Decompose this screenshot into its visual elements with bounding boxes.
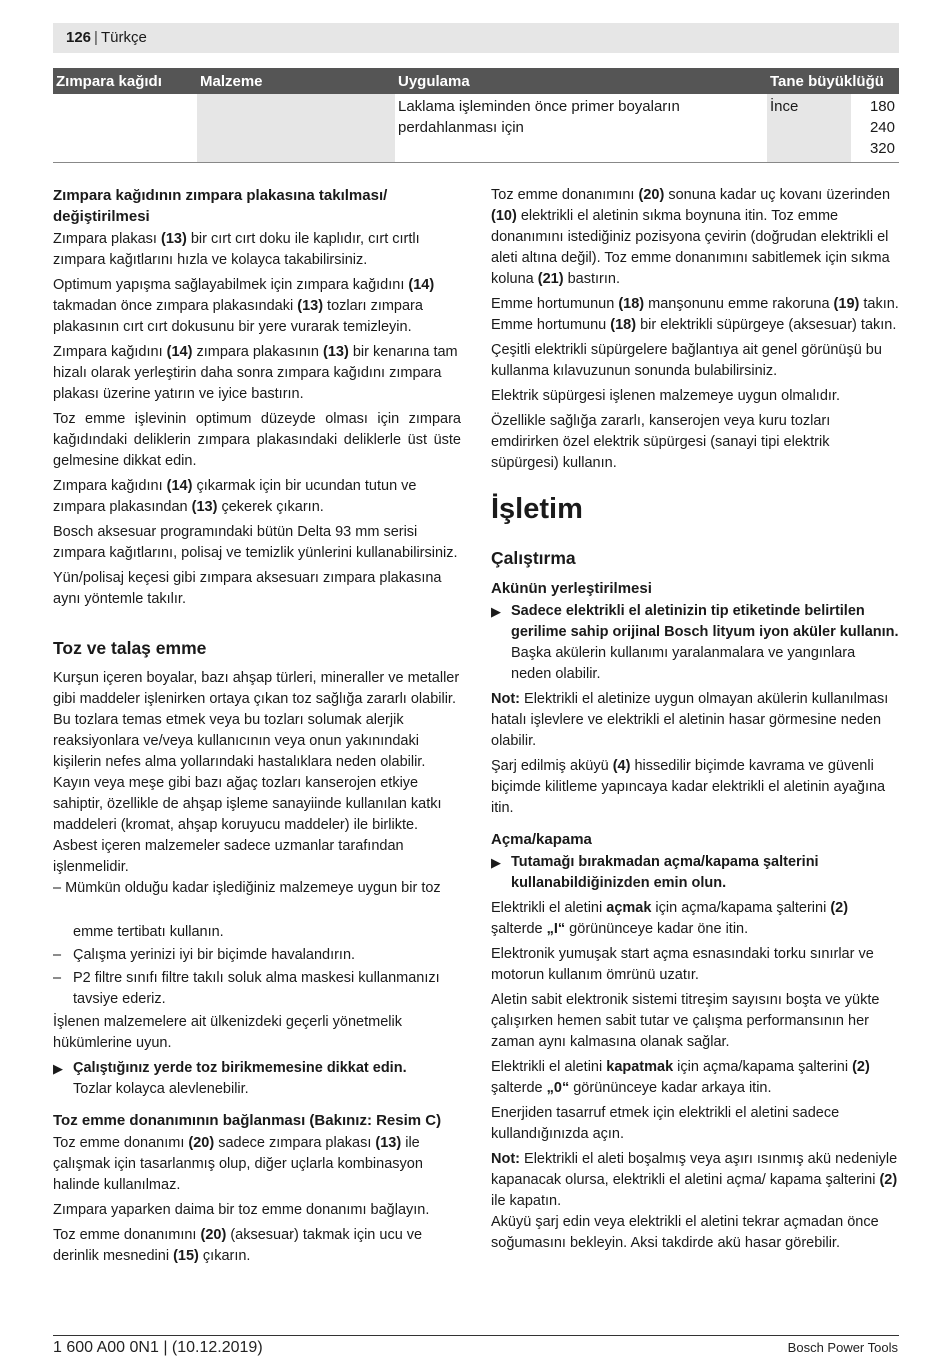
text-run: Emme hortumunun (491, 296, 619, 312)
text-run: çıkarın. (198, 1248, 251, 1264)
text-run: ile çalışmak için tasarlanmış olup, diğer uçlarla kombinasyon halinde kullanılmaz. (53, 1135, 423, 1193)
text-run: bastırın. (563, 271, 620, 287)
page-gap (53, 899, 461, 922)
bold-run: (13) (323, 344, 349, 360)
text-run: Kurşun içeren boyalar, bazı ahşap türleri, mineraller ve metaller gibi maddeler işlenirken ortaya çıkan toz sağlığa zararlı olabilir. Bu tozlara temas etmek veya bu tozları solumak alerjik reaksiyonlara ve/veya kullanıcının veya onun yakınındaki kişilerin nefes alma yollarındaki hastalıklara neden olabilir. (53, 670, 460, 770)
text-run: şalterde (491, 921, 547, 937)
text-run: Zımpara plakası (53, 231, 161, 247)
dash-item-text: P2 filtre sınıfı filtre takılı soluk alma maskesi kullanmanızı tavsiye ederiz. (73, 970, 440, 1007)
text-run: görününceye kadar arkaya itin. (569, 1080, 772, 1096)
paragraph (53, 668, 461, 773)
section-title-battery: Akünün yerleştirilmesi (491, 580, 652, 597)
paragraph (491, 185, 899, 290)
bold-run: açmak (606, 900, 652, 916)
text-run: görününceye kadar öne itin. (565, 921, 749, 937)
text-run: bir cırt cırt doku ile kaplıdır, cırt cırtlı zımpara kağıtlarını hızla ve kolayca takabilirsiniz. (53, 231, 420, 268)
paragraph (491, 340, 899, 382)
table-cell-sandpaper (53, 94, 197, 163)
text-run: Şarj edilmiş aküyü (491, 758, 613, 774)
paragraph (53, 1225, 461, 1267)
text-run: Zımpara kağıdını (53, 344, 167, 360)
table-header-sandpaper: Zımpara kağıdı (53, 68, 197, 94)
text-run: Elektrikli el aleti boşalmış veya aşırı ısınmış akü nedeniyle kapanacak olursa, elektrikli el aletini açma/ kapama şalterini (491, 1151, 898, 1188)
warning-item (491, 852, 899, 894)
text-run: sadece zımpara plakası (214, 1135, 376, 1151)
text-run: (aksesuar) takmak için ucu ve derinlik mesnedini (53, 1227, 423, 1264)
paragraph (53, 342, 461, 405)
header-separator: | (94, 29, 98, 46)
warning-bold-text: Tutamağı bırakmadan açma/kapama şalterini kullanabildiğinizden emin olun. (511, 854, 819, 891)
grit-value: 180 (869, 98, 895, 115)
text-run: Özellikle sağlığa zararlı, kanserojen veya kuru tozları emdirirken özel elektrik süpürgesi (sanayi tipi elektrik süpürgesi) kullanın. (491, 413, 831, 471)
text-run: Kayın veya meşe gibi bazı ağaç tozları kanserojen etkiye sahiptir, özellikle de ahşap işleme sanayiinde kullanılan katkı maddeleri (kromat, ahşap koruyucu maddeler) ile birlikte. Asbest içeren malzemeler sadece uzmanlar tarafından işlenmelidir. (53, 775, 442, 875)
dash-list-item (53, 945, 461, 966)
text-run: çekerek çıkarın. (217, 499, 324, 515)
bold-run: (13) (297, 298, 324, 314)
section-title-on-off: Açma/kapama (491, 831, 592, 848)
table-cell-material (197, 94, 395, 163)
dash-marker: – (53, 947, 62, 963)
sandpaper-table (53, 68, 899, 163)
bold-run: (20) (200, 1227, 227, 1243)
bold-run: (13) (375, 1135, 402, 1151)
bold-run: kapatmak (606, 1059, 674, 1075)
warning-bold-text: Sadece elektrikli el aletinizin tip etiketinde belirtilen gerilime sahip orijinal Bosch lityum iyon aküler kullanın. (511, 603, 899, 640)
bold-run: „I“ (546, 921, 566, 937)
bold-run: (19) (833, 296, 860, 312)
warning-item (491, 601, 899, 685)
page-language: Türkçe (100, 29, 147, 46)
text-run: Elektrikli el aletinize uygun olmayan akülerin kullanılması hatalı işlevlere ve elektrikli el aletinin hasar görmesine neden olabilir. (491, 691, 889, 749)
paragraph (53, 275, 461, 338)
text-run: Çeşitli elektrikli süpürgelere bağlantıya ait genel görünüşü bu kullanma kılavuzunun sonunda bulabilirsiniz. (491, 342, 882, 379)
paragraph (491, 1212, 899, 1254)
text-run: ile kapatın. (491, 1193, 562, 1209)
footer-rule (53, 1335, 899, 1336)
dash-item-continuation: emme tertibatı kullanın. (73, 924, 224, 940)
section-title-operation: İşletim (491, 493, 583, 525)
warning-item (53, 1058, 461, 1100)
text-run: hissedilir biçimde kavrama ve güvenli biçimde kilitleme yapıncaya kadar elektrikli el aletinin ayağına itin. (491, 758, 886, 816)
text-run: sonuna kadar uç kovanı üzerinden (664, 187, 891, 203)
paragraph (53, 476, 461, 518)
table-cell-grain-label: İnce (767, 94, 851, 163)
warning-text: Tozlar kolayca alevlenebilir. (73, 1081, 249, 1097)
paragraph (53, 1133, 461, 1196)
bold-run: Not: (491, 691, 520, 707)
grit-value: 240 (869, 119, 895, 136)
bold-run: (18) (610, 317, 637, 333)
arrow-bullet-icon: ▶ (491, 604, 501, 619)
paragraph (53, 229, 461, 271)
table-cell-application: Laklama işleminden önce primer boyaların perdahlanması için (398, 98, 680, 136)
right-column (491, 185, 899, 1258)
text-run: Toz emme donanımı (53, 1135, 189, 1151)
bold-run: (2) (879, 1172, 898, 1188)
text-run: için açma/kapama şalterini (673, 1059, 853, 1075)
warning-text: Başka akülerin kullanımı yaralanmalara ve yangınlara neden olabilir. (511, 645, 856, 682)
text-run: takın. Emme hortumunu (491, 296, 899, 333)
paragraph (491, 898, 899, 940)
text-run: elektrikli el aletinin sıkma boynuna itin. Toz emme donanımını istediğiniz pozisyona çevirin (doğrudan elektrikli el aleti altına değil). Toz emme donanımını sabitlemek için sıkma koluna (491, 208, 890, 287)
text-run: Toz emme işlevinin optimum düzeyde olması için zımpara kağıdındaki deliklerin zımpara plakasındaki deliklerle üst üste gelmesine dikkat edin. (53, 411, 461, 469)
text-run: Aküyü şarj edin veya elektrikli el aletini tekrar açmadan önce soğumasını bekleyin. Aksi takdirde akü hasar görebilir. (491, 1214, 879, 1251)
arrow-bullet-icon: ▶ (491, 855, 501, 870)
bold-run: (4) (612, 758, 631, 774)
paragraph (491, 990, 899, 1053)
text-run: için açma/kapama şalterini (651, 900, 831, 916)
paragraph (491, 411, 899, 474)
bold-run: (2) (830, 900, 849, 916)
arrow-bullet-icon: ▶ (53, 1061, 63, 1076)
table-row (53, 94, 899, 163)
text-run: Enerjiden tasarruf etmek için elektrikli el aletini sadece kullandığınızda açın. (491, 1105, 840, 1142)
bold-run: (10) (491, 208, 517, 224)
text-run: çıkarmak için bir ucundan tutun ve zımpara plakasından (53, 478, 417, 515)
dash-marker: – (53, 970, 62, 986)
paragraph (53, 1200, 461, 1221)
paragraph (53, 568, 461, 610)
section-title-starting: Çalıştırma (491, 548, 576, 568)
table-header-grain-size: Tane büyüklüğü (767, 68, 899, 94)
bold-run: (21) (537, 271, 564, 287)
text-run: bir elektrikli süpürgeye (aksesuar) takın. (636, 317, 897, 333)
paragraph (53, 409, 461, 472)
bold-run: (13) (161, 231, 187, 247)
text-run: bir kenarına tam hizalı olarak yerleştirin daha sonra zımpara kağıdını zımpara plakası üzerine yatırın ve iyice bastırın. (53, 344, 458, 402)
section-title-dust-connection: Toz emme donanımının bağlanması (Bakınız: Resim C) (53, 1112, 442, 1129)
paragraph (491, 1149, 899, 1212)
text-run: Optimum yapışma sağlayabilmek için zımpara kağıdını (53, 277, 409, 293)
text-run: Zımpara kağıdını (53, 478, 167, 494)
bold-run: (14) (166, 478, 193, 494)
text-run: Elektrikli el aletini (491, 1059, 607, 1075)
paragraph (491, 756, 899, 819)
paragraph (53, 522, 461, 564)
bold-run: (20) (638, 187, 665, 203)
paragraph (53, 773, 461, 878)
table-header-application: Uygulama (395, 68, 767, 94)
text-run: zımpara plakasının (192, 344, 324, 360)
text-run: İşlenen malzemelere ait ülkenizdeki geçerli yönetmelik hükümlerine uyun. (53, 1014, 402, 1051)
paragraph (53, 1012, 461, 1054)
table-cell-grit-values (851, 94, 899, 163)
text-run: Aletin sabit elektronik sistemi titreşim sayısını boşta ve yükte çalışırken hemen sabit tutar ve çalışma performansının her zaman aynı kalmasına olanak sağlar. (491, 992, 880, 1050)
dash-item-line: – Mümkün olduğu kadar işlediğiniz malzemeye uygun bir toz (53, 880, 441, 896)
paragraph (491, 294, 899, 336)
text-run: Bosch aksesuar programındaki bütün Delta 93 mm serisi zımpara kağıtlarını, polisaj ve temizlik yünlerini kullanabilirsiniz. (53, 524, 458, 561)
text-run: Elektrik süpürgesi işlenen malzemeye uygun olmalıdır. (491, 388, 840, 404)
paragraph (491, 944, 899, 986)
paragraph (491, 386, 899, 407)
text-run: tozları zımpara plakasının cırt cırt dokusunu bir yere vurarak temizleyin. (53, 298, 423, 335)
footer-brand: Bosch Power Tools (787, 1340, 898, 1355)
paragraph (491, 689, 899, 752)
dash-item-text: Çalışma yerinizi iyi bir biçimde havalandırın. (73, 947, 356, 963)
page-number: 126 (66, 29, 92, 46)
paragraph (491, 1103, 899, 1145)
left-column (53, 185, 461, 1271)
text-run: takmadan önce zımpara plakasındaki (53, 298, 298, 314)
text-run: Toz emme donanımını (491, 187, 639, 203)
footer-doc-number: 1 600 A00 0N1 | (10.12.2019) (53, 1339, 263, 1356)
dash-list-item (53, 968, 461, 1010)
bold-run: (14) (166, 344, 193, 360)
section-title-dust-extraction: Toz ve talaş emme (53, 638, 207, 658)
section-title-sanding-sheet: Zımpara kağıdının zımpara plakasına takılması/ değiştirilmesi (53, 187, 388, 225)
paragraph (491, 1057, 899, 1099)
bold-run: (13) (191, 499, 218, 515)
bold-run: Not: (491, 1151, 520, 1167)
bold-run: (18) (618, 296, 645, 312)
warning-bold-text: Çalıştığınız yerde toz birikmemesine dikkat edin. (73, 1060, 407, 1076)
text-run: manşonunu emme rakoruna (644, 296, 834, 312)
text-run: Elektronik yumuşak start açma esnasındaki torku sınırlar ve motorun kullanım ömrünü uzatır. (491, 946, 874, 983)
bold-run: (20) (188, 1135, 215, 1151)
table-header-row (53, 68, 899, 94)
text-run: şalterde (491, 1080, 547, 1096)
text-run: Toz emme donanımını (53, 1227, 201, 1243)
bold-run: (15) (173, 1248, 199, 1264)
grit-value: 320 (869, 140, 895, 157)
bold-run: (14) (408, 277, 435, 293)
page-header (53, 23, 899, 53)
bold-run: „0“ (546, 1080, 570, 1096)
text-run: Elektrikli el aletini (491, 900, 607, 916)
table-header-material: Malzeme (197, 68, 395, 94)
text-run: Yün/polisaj keçesi gibi zımpara aksesuarı zımpara plakasına aynı yöntemle takılır. (53, 570, 442, 607)
text-run: Zımpara yaparken daima bir toz emme donanımı bağlayın. (53, 1202, 430, 1218)
bold-run: (2) (852, 1059, 870, 1075)
